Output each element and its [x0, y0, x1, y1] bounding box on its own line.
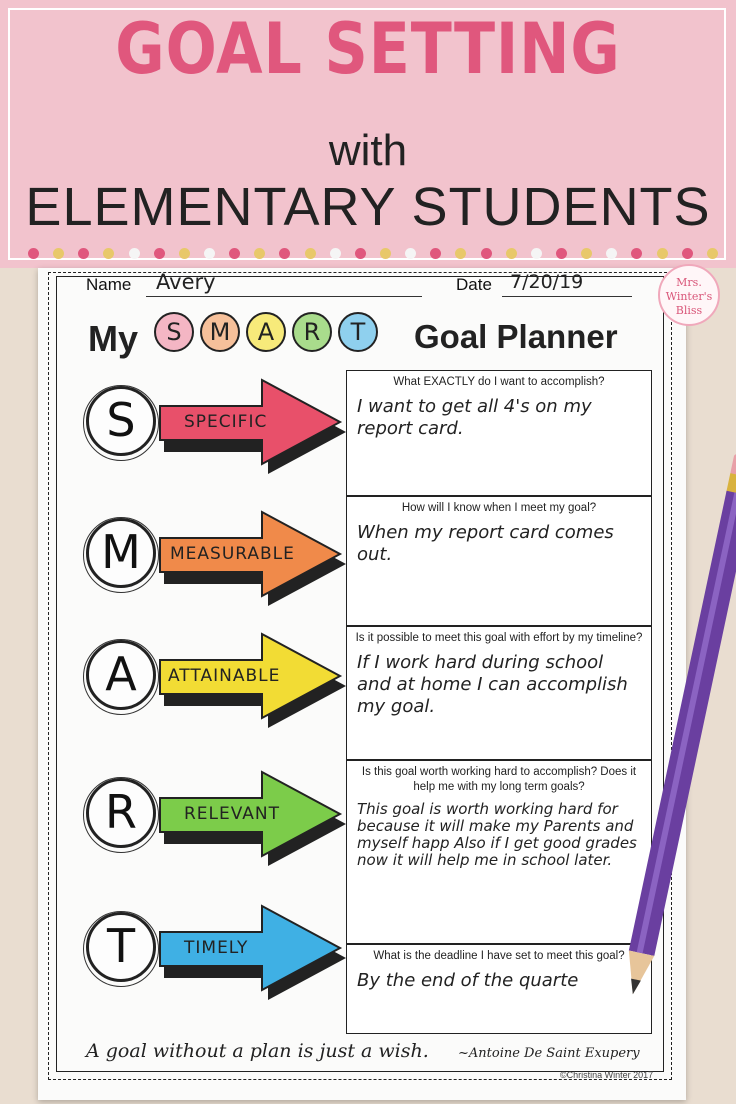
divider-dot: [305, 248, 316, 259]
answer-box-measurable: [346, 496, 652, 626]
question-text: Is it possible to meet this goal with effort by my timeline?: [355, 632, 643, 644]
divider-dot: [330, 248, 341, 259]
pencil-icon: [628, 440, 736, 1020]
answer-text[interactable]: I want to get all 4's on my report card.: [357, 396, 592, 439]
arrow-timely: [150, 898, 350, 1008]
letter-circle-r: R: [86, 778, 156, 848]
divider-dot: [355, 248, 366, 259]
divider-dot: [606, 248, 617, 259]
heading-letter-s: S: [154, 312, 194, 352]
answer-box-timely: [346, 944, 652, 1034]
heading-my: My: [88, 318, 139, 359]
dot-divider: [28, 248, 718, 260]
divider-dot: [682, 248, 693, 259]
divider-dot: [154, 248, 165, 259]
divider-dot: [631, 248, 642, 259]
divider-dot: [179, 248, 190, 259]
date-value[interactable]: 7/20/19: [510, 271, 584, 293]
heading-goal-planner: Goal Planner: [414, 318, 618, 355]
banner-title: GOAL SETTING: [115, 8, 621, 90]
divider-dot: [129, 248, 140, 259]
arrow-label-specific: SPECIFIC: [184, 412, 268, 432]
copyright: ©Christina Winter 2017: [560, 1070, 654, 1080]
heading-letter-a: A: [246, 312, 286, 352]
heading-letter-m: M: [200, 312, 240, 352]
question-text: What EXACTLY do I want to accomplish?: [393, 376, 605, 388]
question-text: Is this goal worth working hard to accomplish? Does it help me with my long term goals?: [361, 766, 637, 793]
heading-letter-r: R: [292, 312, 332, 352]
answer-text[interactable]: If I work hard during school and at home I can accomplish my goal.: [357, 652, 628, 717]
divider-dot: [103, 248, 114, 259]
letter-circle-t: T: [86, 912, 156, 982]
name-line: [146, 296, 422, 297]
divider-dot: [279, 248, 290, 259]
question-text: What is the deadline I have set to meet this goal?: [373, 950, 625, 962]
answer-box-relevant: [346, 760, 652, 944]
divider-dot: [556, 248, 567, 259]
quote: A goal without a plan is just a wish.: [86, 1040, 429, 1062]
letter-circle-m: M: [86, 518, 156, 588]
divider-dot: [229, 248, 240, 259]
arrow-label-attainable: ATTAINABLE: [168, 666, 281, 686]
banner-with: with: [328, 126, 408, 175]
banner-subtitle: ELEMENTARY STUDENTS: [25, 177, 711, 237]
divider-dot: [53, 248, 64, 259]
heading-letter-t: T: [338, 312, 378, 352]
answer-box-attainable: [346, 626, 652, 760]
answer-text[interactable]: When my report card comes out.: [357, 522, 614, 565]
answer-box-specific: [346, 370, 652, 496]
arrow-label-measurable: MEASURABLE: [170, 544, 295, 564]
letter-circle-s: S: [86, 386, 156, 456]
divider-dot: [707, 248, 718, 259]
divider-dot: [455, 248, 466, 259]
name-label: Name: [86, 275, 132, 294]
divider-dot: [531, 248, 542, 259]
divider-dot: [28, 248, 39, 259]
divider-dot: [78, 248, 89, 259]
answer-text[interactable]: By the end of the quarte: [357, 970, 579, 991]
divider-dot: [254, 248, 265, 259]
title-banner: [0, 0, 736, 268]
name-value[interactable]: Avery: [156, 270, 216, 294]
divider-dot: [430, 248, 441, 259]
letter-circle-a: A: [86, 640, 156, 710]
arrow-label-relevant: RELEVANT: [184, 804, 281, 824]
divider-dot: [506, 248, 517, 259]
divider-dot: [405, 248, 416, 259]
divider-dot: [481, 248, 492, 259]
divider-dot: [657, 248, 668, 259]
quote-author: ~Antoine De Saint Exupery: [458, 1046, 640, 1061]
logo-text: Mrs. Winter's Bliss: [665, 276, 713, 317]
divider-dot: [380, 248, 391, 259]
question-text: How will I know when I meet my goal?: [401, 502, 597, 514]
date-line: [502, 296, 632, 297]
date-label: Date: [456, 275, 492, 294]
answer-text[interactable]: This goal is worth working hard for because it will make my Parents and myself happ Also if I get good grades now it will help me in school later.: [357, 800, 637, 869]
arrow-label-timely: TIMELY: [184, 938, 249, 958]
divider-dot: [581, 248, 592, 259]
divider-dot: [204, 248, 215, 259]
brand-logo: [658, 264, 720, 326]
